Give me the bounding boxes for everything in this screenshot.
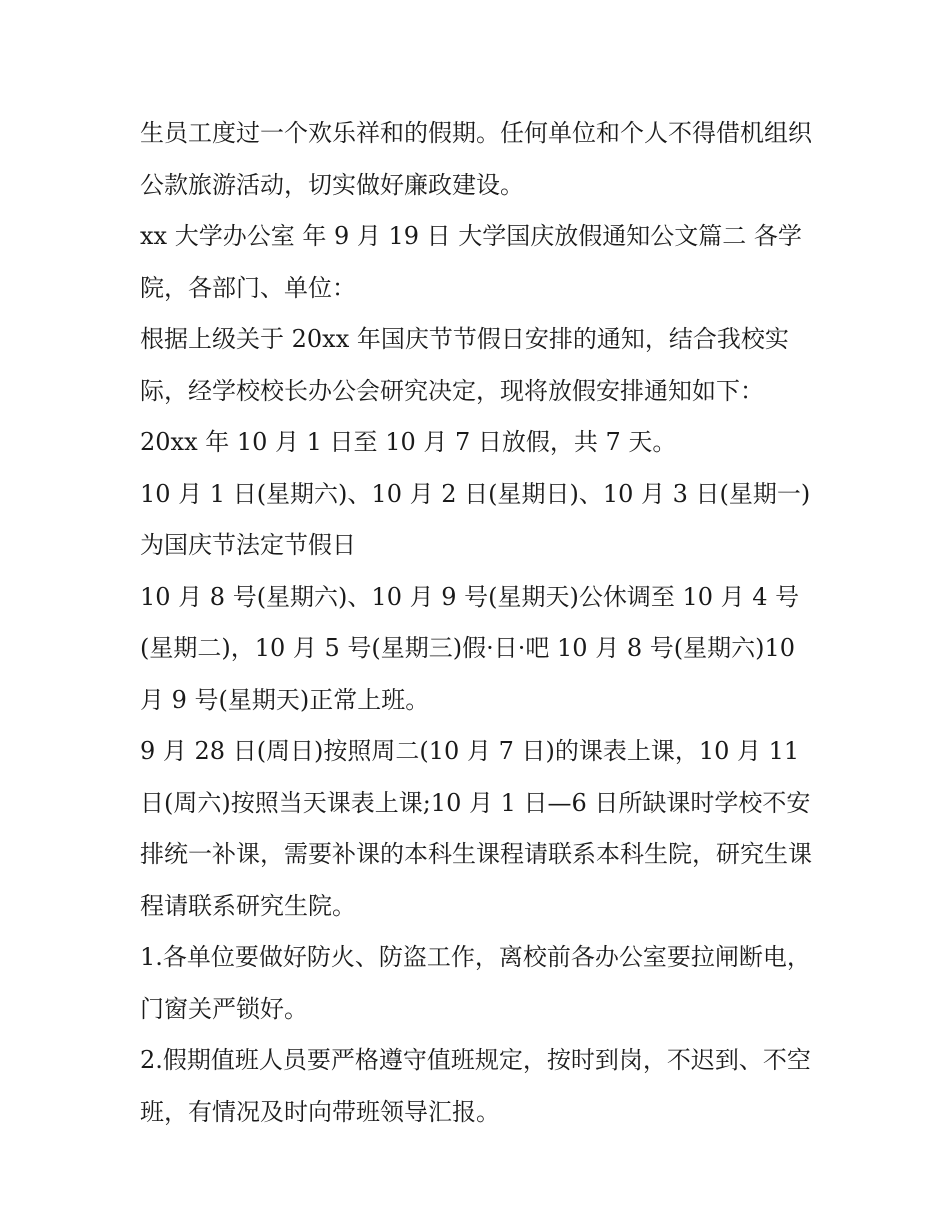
paragraph-safety-item-1: 1.各单位要做好防火、防盗工作，离校前各办公室要拉闸断电，门窗关严锁好。	[140, 943, 811, 1023]
paragraph-statutory-holidays: 10 月 1 日(星期六)、10 月 2 日(星期日)、10 月 3 日(星期一)为国庆节法定节假日	[140, 479, 811, 559]
paragraph-holiday-dates: 20xx 年 10 月 1 日至 10 月 7 日放假，共 7 天。	[140, 428, 677, 456]
document-body	[140, 108, 820, 1138]
paragraph-weekend-swap: 10 月 8 号(星期六)、10 月 9 号(星期天)公休调至 10 月 4 号(星期二)，10 月 5 号(星期三)假·日·吧 10 月 8 号(星期六)10 月 9 号(星期天)正常上班。	[140, 582, 800, 714]
paragraph-class-schedule: 9 月 28 日(周日)按照周二(10 月 7 日)的课表上课，10 月 11 日(周六)按照当天课表上课;10 月 1 日—6 日所缺课时学校不安排统一补课，需要补课的本科生课程请联系本科生院，研究生课程请联系研究生院。	[140, 737, 812, 920]
paragraph-holiday-integrity: 生员工度过一个欢乐祥和的假期。任何单位和个人不得借机组织公款旅游活动，切实做好廉政建设。	[140, 119, 812, 199]
paragraph-office-header: xx 大学办公室 年 9 月 19 日 大学国庆放假通知公文篇二 各学院，各部门、单位：	[140, 222, 802, 302]
paragraph-duty-item-2: 2.假期值班人员要严格遵守值班规定，按时到岗，不迟到、不空班，有情况及时向带班领导汇报。	[140, 1046, 811, 1126]
paragraph-intro: 根据上级关于 20xx 年国庆节节假日安排的通知，结合我校实际，经学校校长办公会研究决定，现将放假安排通知如下：	[140, 325, 789, 405]
